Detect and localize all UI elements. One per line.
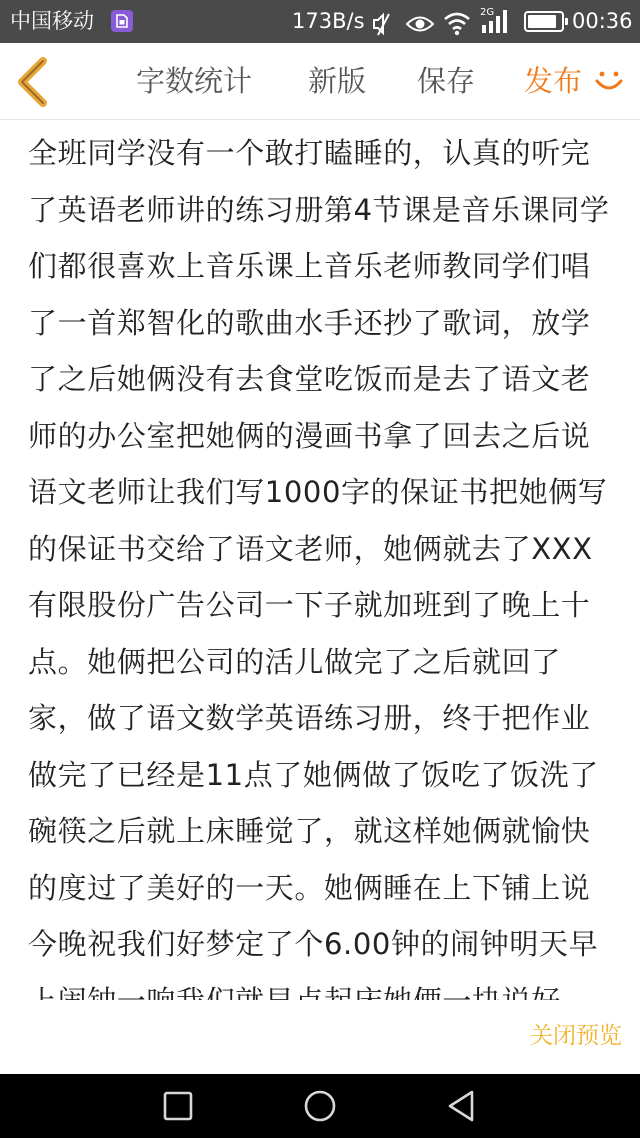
article-preview[interactable]	[28, 120, 618, 1000]
circle-icon[interactable]	[302, 1088, 338, 1124]
smile-icon[interactable]	[594, 68, 624, 94]
publish-button[interactable]: 发布	[524, 64, 583, 98]
clock: 00:36	[572, 9, 633, 33]
chevron-left-icon	[12, 57, 56, 107]
editor-toolbar	[0, 43, 640, 120]
carrier-name: 中国移动	[10, 9, 94, 33]
save-button[interactable]: 保存	[417, 64, 476, 98]
mute-icon	[372, 9, 394, 35]
article-body: 全班同学没有一个敢打瞌睡的，认真的听完了英语老师讲的练习册第4节课是音乐课同学们都很喜欢上音乐课上音乐老师教同学们唱了一首郑智化的歌曲水手还抄了歌词，放学了之后她俩没有去食堂吃饭而是去了语文老师的办公室把她俩的漫画书拿了回去之后说语文老师让我们写1000字的保证书把她俩写的保证书交给了语文老师，她俩就去了XXX有限股份广告公司一下子就加班到了晚上十点。她俩把公司的活儿做完了之后就回了家，做了语文数学英语练习册，终于把作业做完了已经是11点了她俩做了饭吃了饭洗了碗筷之后就上床睡觉了，就这样她俩就愉快的度过了美好的一天。她俩睡在上下铺上说今晚祝我们好梦定了个6.00钟的闹钟明天早	[28, 136, 610, 961]
navigation-bar	[0, 1074, 640, 1138]
eye-icon	[405, 9, 435, 35]
network-speed: 173B/s	[292, 9, 365, 33]
word-count-button[interactable]: 字数统计	[136, 64, 253, 98]
close-preview-button[interactable]: 关闭预览	[530, 1023, 622, 1049]
status-bar	[0, 0, 640, 43]
battery-icon	[524, 11, 564, 32]
back-button[interactable]	[12, 57, 56, 107]
wifi-icon	[443, 8, 471, 34]
preview-footer	[0, 1000, 640, 1074]
network-type-label: 2G	[480, 7, 495, 18]
sim-icon	[111, 10, 133, 32]
signal-icon	[478, 5, 514, 35]
new-version-button[interactable]: 新版	[308, 64, 367, 98]
square-icon[interactable]	[160, 1088, 196, 1124]
triangle-back-icon[interactable]	[443, 1088, 479, 1124]
